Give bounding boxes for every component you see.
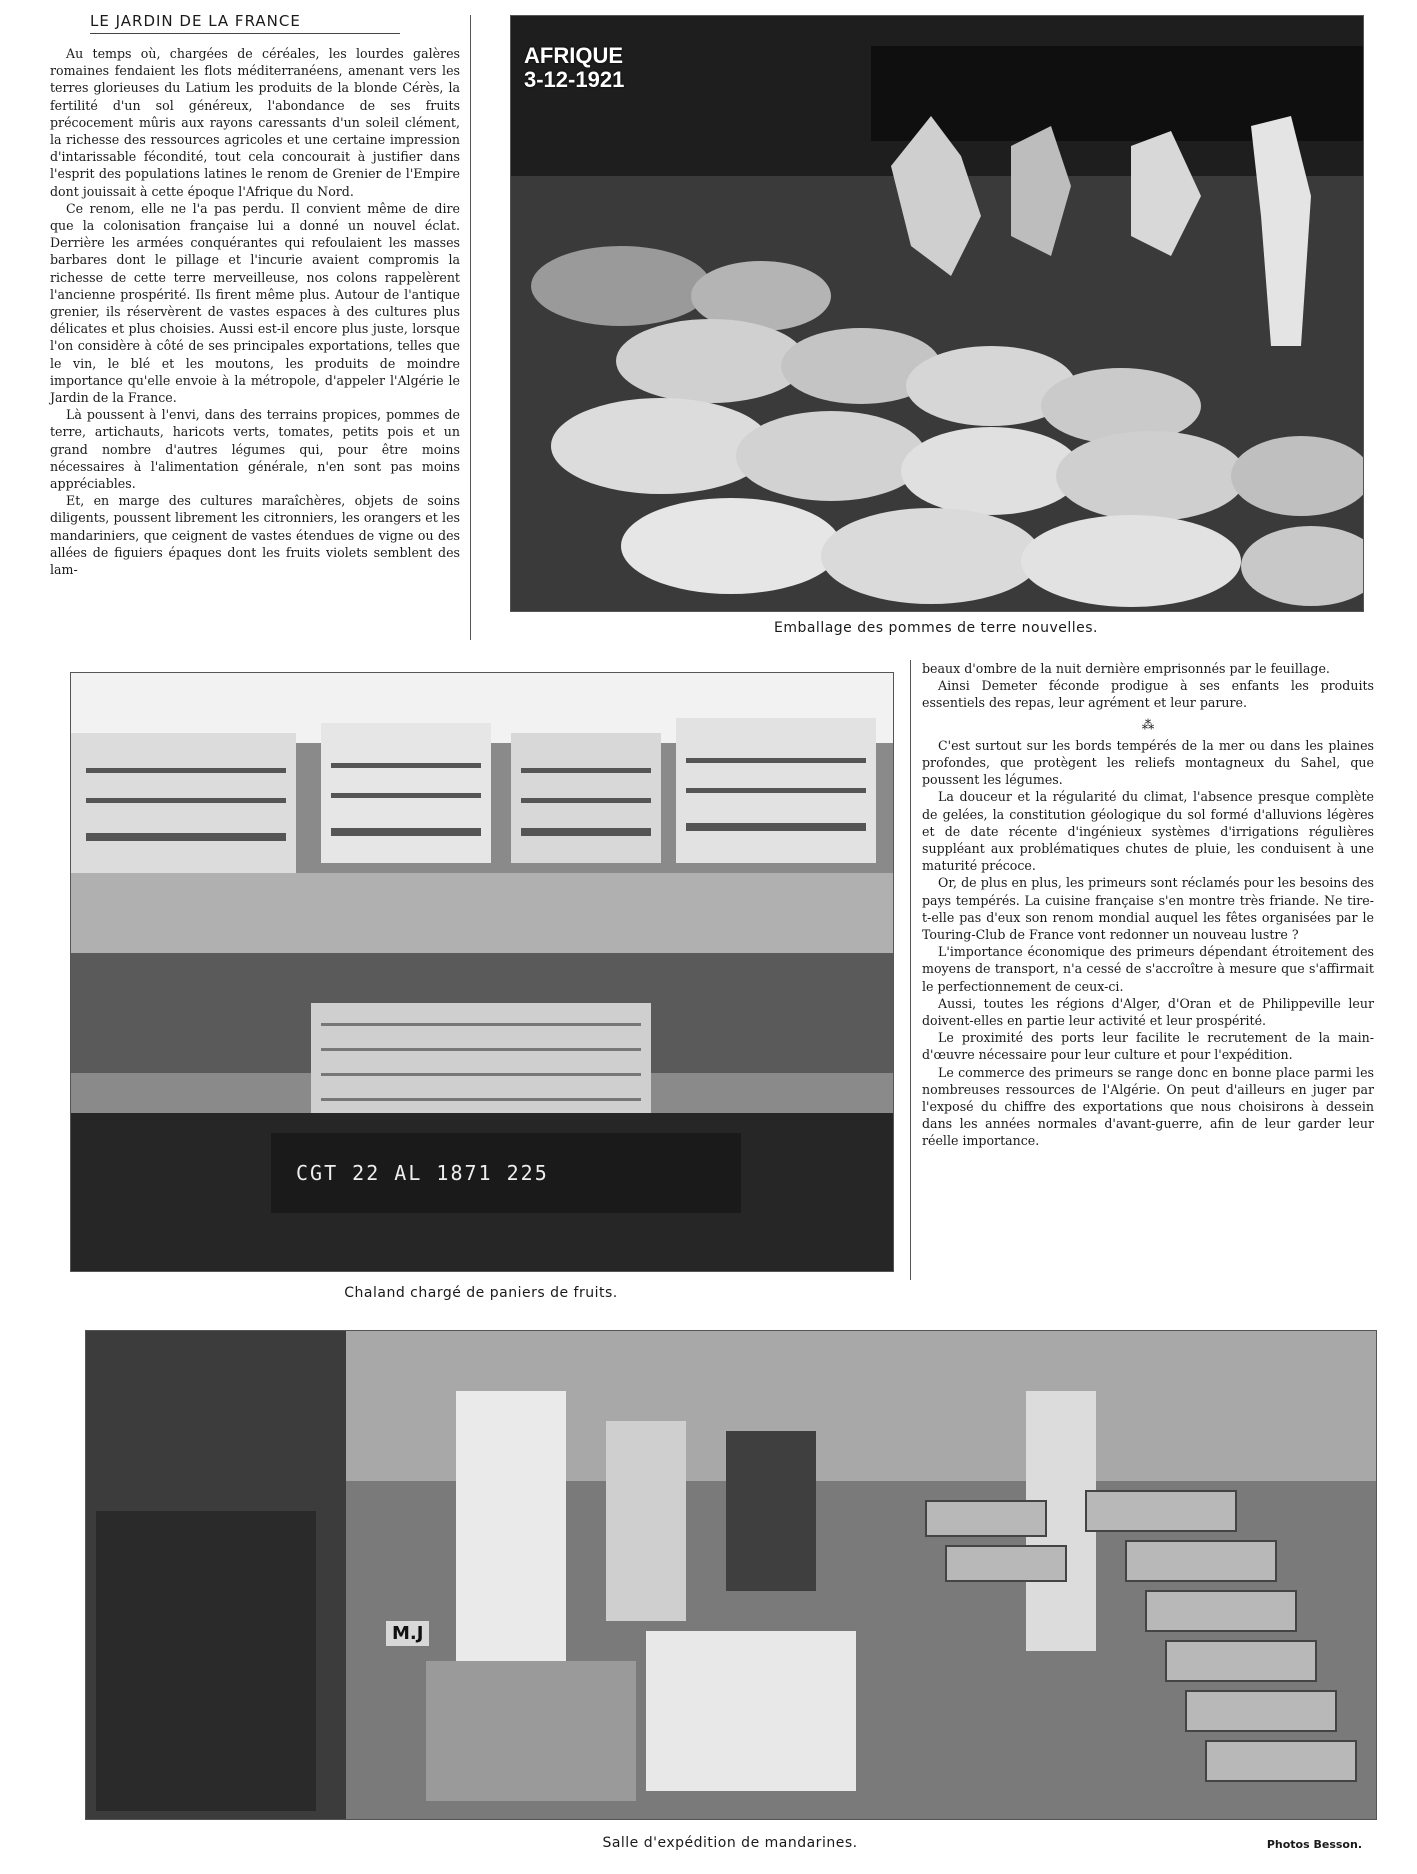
right-text-column [922, 660, 1374, 1150]
photo-mandarin-shipping-room [85, 1330, 1377, 1820]
paragraph: Or, de plus en plus, les primeurs sont réclamés pour les besoins des pays tempérés. La cuisine française s'en montre très friande. Ne tire-t-elle pas d'eux son renom mondial auquel les fêtes organisées par le Touring-Club de France vont redonner un nouveau lustre ? [922, 875, 1374, 943]
paragraph: Ainsi Demeter féconde prodigue à ses enfants les produits essentiels des repas, leur agrément et leur parure. [922, 678, 1374, 711]
barge-lettering: CGT 22 AL 1871 225 [296, 1161, 549, 1185]
paragraph: La douceur et la régularité du climat, l'absence presque complète de gelées, la constitution géologique du sol formé d'alluvions légères et de date récente d'ingénieux systèmes d'irrigations régulières suppléant aux problématiques chutes de pluie, les conduisent à une maturité précoce. [922, 789, 1374, 874]
photo-caption: Salle d'expédition de mandarines. [602, 1835, 858, 1851]
left-text-column [50, 45, 460, 578]
photo-mandarin-shipping-room-image [86, 1331, 1376, 1819]
column-divider [470, 15, 471, 640]
paragraph: Là poussent à l'envi, dans des terrains propices, pommes de terre, artichauts, haricots verts, tomates, petits pois et un grand nombre d'autres légumes qui, pour être moins nécessaires à l'alimentation générale, n'en sont pas moins appréciables. [50, 407, 460, 492]
archive-stamp-date: 3-12-1921 [524, 67, 625, 92]
photo-caption: Emballage des pommes de terre nouvelles. [773, 620, 1098, 636]
paragraph: Le proximité des ports leur facilite le recrutement de la main-d'œuvre nécessaire pour leur culture et pour l'expédition. [922, 1030, 1374, 1063]
paragraph: L'importance économique des primeurs dépendant étroitement des moyens de transport, n'a cessé de s'accroître à mesure que s'affirmait le perfectionnement de ceux-ci. [922, 944, 1374, 994]
section-separator: ⁂ [1141, 716, 1155, 732]
photo-potato-packing [510, 15, 1364, 612]
article-headline: LE JARDIN DE LA FRANCE [90, 12, 400, 34]
crate-mark: M.J [386, 1621, 429, 1646]
archive-stamp [524, 44, 624, 92]
paragraph: C'est surtout sur les bords tempérés de la mer ou dans les plaines profondes, que protègent les reliefs montagneux du Sahel, que poussent les légumes. [922, 737, 1374, 788]
archive-stamp-title: AFRIQUE [524, 43, 623, 68]
photo-potato-packing-image [511, 16, 1363, 611]
paragraph: Aussi, toutes les régions d'Alger, d'Oran et de Philippeville leur doivent-elles en partie leur activité et leur prospérité. [922, 995, 1374, 1029]
paragraph: beaux d'ombre de la nuit dernière emprisonnés par le feuillage. [922, 661, 1330, 676]
paragraph: Ce renom, elle ne l'a pas perdu. Il convient même de dire que la colonisation française lui a donné un nouvel éclat. Derrière les armées conquérantes qui refoulaient les masses barbares dont le pillage et l'incurie avaient compromis la richesse de cette terre merveilleuse, nos colons rappelèrent l'ancienne prospérité. Ils firent même plus. Autour de l'antique grenier, ils réservèrent de vastes espaces à des cultures plus délicates et plus choisies. Aussi est-il encore plus juste, lorsque l'on considère à côté de ses principales exportations, telles que le vin, le blé et les moutons, les produits de moindre importance qu'elle envoie à la métropole, d'appeler l'Algérie le Jardin de la France. [50, 200, 460, 406]
photo-fruit-barge [70, 672, 894, 1272]
photo-credit: Photos Besson. [1266, 1838, 1362, 1851]
paragraph: Le commerce des primeurs se range donc en bonne place parmi les nombreuses ressources de l'Algérie. On peut d'ailleurs en juger par l'exposé du chiffre des exportations que nous choisirons à dessein dans les années normales d'avant-guerre, afin de leur garder leur réelle importance. [922, 1064, 1374, 1149]
paragraph: Et, en marge des cultures maraîchères, objets de soins diligents, poussent librement les citronniers, les orangers et les mandariniers, que ceignent de vastes étendues de vigne ou des allées de figuiers épaques dont les fruits violets semblent des lam- [50, 493, 460, 578]
photo-caption: Chaland chargé de paniers de fruits. [344, 1285, 618, 1301]
column-divider [910, 660, 911, 1280]
paragraph: Au temps où, chargées de céréales, les lourdes galères romaines fendaient les flots méditerranéens, amenant vers les terres glorieuses du Latium les produits de la blonde Cérès, la fertilité d'un sol généreux, l'abondance de ses fruits précocement mûris aux rayons caressants d'un soleil clément, la richesse des ressources agricoles et une certaine impression d'intarissable fécondité, tout cela concourait à justifier dans l'esprit des populations latines le renom de Grenier de l'Empire dont jouissait à cette époque l'Afrique du Nord. [50, 46, 460, 199]
